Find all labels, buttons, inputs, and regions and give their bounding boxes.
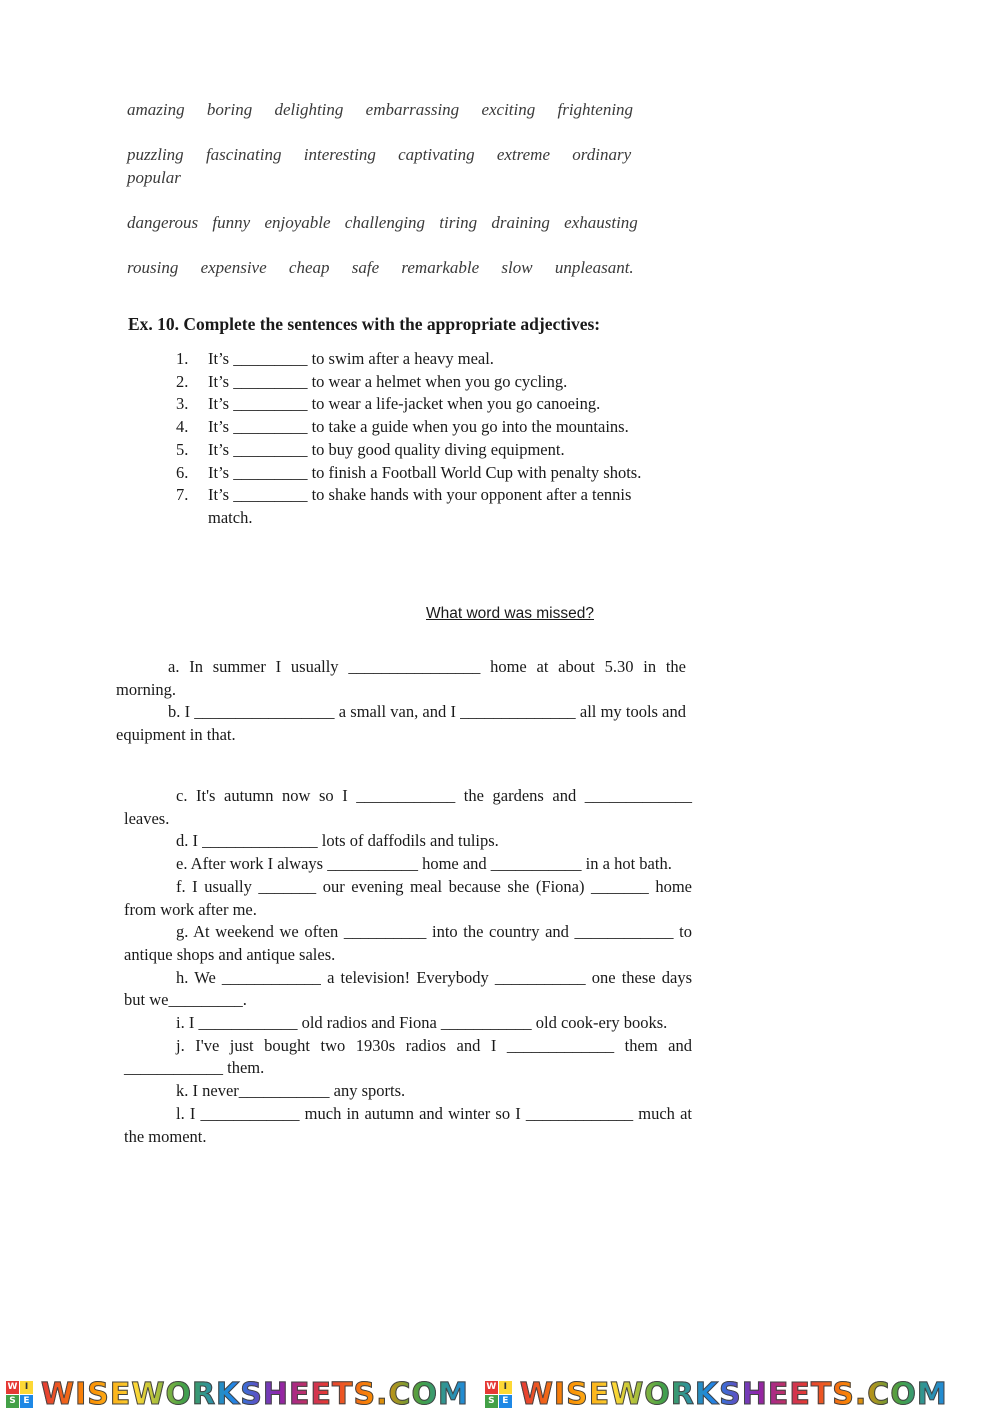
word: draining	[491, 213, 550, 232]
item-text: It’s _________ to wear a helmet when you go cycling.	[208, 371, 568, 391]
item-number: 4.	[176, 417, 189, 437]
item-text: It’s _________ to shake hands with your opponent after a tennis match.	[208, 485, 632, 527]
word: puzzling	[127, 145, 184, 164]
word: extreme	[496, 145, 550, 164]
word: frightening	[557, 100, 634, 119]
list-item	[176, 462, 696, 485]
list-item	[176, 439, 696, 462]
missed-part-1	[116, 656, 686, 747]
sentence: j. I've just bought two 1930s radios and I _____________ them and ____________ them.	[124, 1035, 692, 1078]
list-item	[176, 416, 696, 439]
word: exciting	[481, 100, 536, 119]
item-number: 3.	[176, 394, 189, 414]
item-number: 5.	[176, 439, 189, 459]
sentence: a. In summer I usually ________________ home at about 5.30 in the morning.	[116, 657, 686, 699]
word: dangerous	[127, 213, 199, 232]
item-number: 1.	[176, 349, 189, 368]
sentence: i. I ____________ old radios and Fiona ___________ old cook-ery books.	[176, 1013, 668, 1033]
word: enjoyable	[264, 213, 331, 232]
list-item	[176, 371, 696, 394]
list-item	[176, 348, 696, 371]
word: boring	[206, 100, 253, 119]
brand-logo-icon: W I S E	[6, 1381, 33, 1408]
sentence: e. After work I always ___________ home and ___________ in a hot bath.	[176, 854, 672, 874]
sentence: d. I ______________ lots of daffodils and tulips.	[176, 831, 499, 851]
word: amazing	[127, 100, 185, 119]
item-number: 2.	[176, 371, 189, 391]
sentence: c. It's autumn now so I ____________ the gardens and _____________ leaves.	[124, 786, 692, 828]
word: exhausting	[564, 213, 638, 232]
word-bank-row-3	[127, 211, 707, 234]
missed-part-2	[124, 785, 692, 1148]
word: remarkable	[401, 258, 480, 277]
word: tiring	[439, 213, 478, 232]
item-number: 6.	[176, 462, 189, 482]
item-text: It’s _________ to take a guide when you go into the mountains.	[208, 417, 629, 437]
sentence: g. At weekend we often __________ into the country and ____________ to antique shops and antique sales.	[124, 922, 692, 964]
word: slow	[501, 258, 533, 277]
word-bank-row-4	[127, 256, 707, 279]
section-heading: What word was missed?	[426, 605, 594, 622]
sentence: l. I ____________ much in autumn and winter so I _____________ much at the moment.	[124, 1103, 692, 1146]
exercise-10-list	[176, 348, 696, 530]
watermark-text: WISEWORKSHEETS.COM	[519, 1377, 948, 1412]
item-text: It’s _________ to wear a life-jacket when you go canoeing.	[208, 394, 601, 414]
list-item	[176, 484, 696, 529]
word-bank-row-2	[127, 143, 707, 189]
item-text: It’s _________ to swim after a heavy meal.	[208, 349, 494, 368]
sentence: k. I never___________ any sports.	[176, 1081, 406, 1101]
watermark-text: WISEWORKSHEETS.COM	[41, 1377, 469, 1412]
item-text: It’s _________ to finish a Football World Cup with penalty shots.	[208, 462, 642, 482]
sentence: b. I _________________ a small van, and I ______________ all my tools and equipment in that.	[116, 702, 686, 745]
word: unpleasant.	[554, 258, 634, 277]
exercise-10-title: Ex. 10. Complete the sentences with the appropriate adjectives:	[128, 314, 601, 334]
word: expensive	[200, 258, 267, 277]
word: rousing	[127, 258, 179, 277]
word: funny	[212, 213, 251, 232]
word: fascinating	[205, 145, 282, 164]
word: embarrassing	[365, 100, 460, 119]
word: challenging	[344, 213, 426, 232]
item-text: It’s _________ to buy good quality diving equipment.	[208, 439, 565, 459]
word: cheap	[288, 258, 330, 277]
brand-logo-icon: W I S E	[485, 1381, 512, 1408]
sentence: f. I usually _______ our evening meal because she (Fiona) _______ home from work after me.	[124, 876, 692, 919]
word: delighting	[274, 100, 344, 119]
word: ordinary	[572, 145, 632, 164]
word: interesting	[303, 145, 376, 164]
sentence: h. We ____________ a television! Everybody ___________ one these days but we_________.	[124, 967, 692, 1010]
word: captivating	[398, 145, 475, 164]
word: popular	[127, 168, 181, 187]
word-bank-row-1	[127, 98, 707, 121]
list-item	[176, 393, 696, 416]
item-number: 7.	[176, 485, 189, 505]
watermark-bar	[0, 1376, 1000, 1413]
word: safe	[351, 258, 380, 277]
